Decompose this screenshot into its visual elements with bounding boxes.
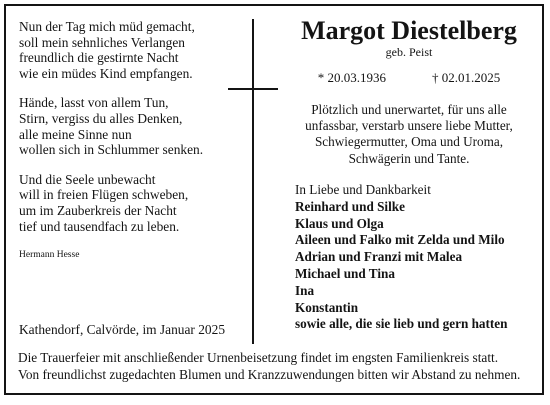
maiden-name: geb. Peist bbox=[385, 45, 433, 59]
poem-line: um im Zauberkreis der Nacht bbox=[19, 202, 177, 218]
cross-vertical-bar bbox=[252, 19, 254, 344]
poem bbox=[19, 19, 234, 264]
poem-line: will in freien Flügen schweben, bbox=[19, 187, 189, 203]
notice-line: Schwiegermutter, Oma und Uroma, bbox=[314, 134, 504, 150]
poem-line: Nun der Tag mich müd gemacht, bbox=[19, 19, 195, 34]
poem-line: Hände, lasst von allem Tun, bbox=[19, 95, 169, 111]
poem-author: Hermann Hesse bbox=[19, 250, 80, 261]
notice-line: unfassbar, verstarb unsere liebe Mutter, bbox=[305, 118, 513, 134]
cross-horizontal-bar bbox=[228, 88, 278, 90]
poem-stanza-1 bbox=[19, 19, 234, 81]
poem-line: wollen sich in Schlummer senken. bbox=[19, 142, 204, 158]
mourner-name: Konstantin bbox=[295, 299, 359, 315]
mourner-name: Michael und Tina bbox=[295, 265, 395, 281]
birth-date: * 20.03.1936 bbox=[317, 70, 386, 85]
poem-stanza-3 bbox=[19, 172, 234, 234]
obituary-card bbox=[4, 4, 544, 395]
poem-stanza-2 bbox=[19, 95, 234, 157]
mourner-name: Adrian und Franzi mit Malea bbox=[295, 249, 463, 265]
poem-line: soll mein sehnliches Verlangen bbox=[19, 34, 185, 50]
deceased-block bbox=[284, 16, 534, 167]
poem-line: alle meine Sinne nun bbox=[19, 126, 132, 142]
life-dates bbox=[284, 70, 534, 86]
notice-line: Plötzlich und unerwartet, für uns alle bbox=[311, 102, 507, 117]
mourner-name: sowie alle, die sie lieb und gern hatten bbox=[295, 316, 508, 332]
mourners-list bbox=[295, 182, 507, 333]
notice-line: Schwägerin und Tante. bbox=[348, 150, 470, 166]
poem-line: Stirn, vergiss du alles Denken, bbox=[19, 110, 183, 126]
funeral-info-line: Die Trauerfeier mit anschließender Urnenbeisetzung findet im engsten Familienkreis statt. bbox=[18, 350, 499, 365]
mourner-name: Klaus und Olga bbox=[295, 215, 384, 231]
poem-line: Und die Seele unbewacht bbox=[19, 171, 156, 187]
death-notice bbox=[284, 102, 534, 167]
funeral-info bbox=[18, 350, 540, 384]
mourner-name: Ina bbox=[295, 282, 315, 298]
poem-line: freundlich die gestirnte Nacht bbox=[19, 50, 179, 66]
death-date: † 02.01.2025 bbox=[432, 70, 501, 85]
funeral-info-line: Von freundlichst zugedachten Blumen und Kranzzuwendungen bitten wir Abstand zu nehmen. bbox=[18, 366, 521, 382]
deceased-name: Margot Diestelberg bbox=[301, 16, 517, 45]
place-date: Kathendorf, Calvörde, im Januar 2025 bbox=[19, 322, 226, 337]
poem-line: tief und tausendfach zu leben. bbox=[19, 218, 180, 234]
mourner-name: Reinhard und Silke bbox=[295, 198, 405, 214]
poem-line: wie ein müdes Kind empfangen. bbox=[19, 65, 193, 81]
mourners-intro: In Liebe und Dankbarkeit bbox=[295, 182, 431, 197]
mourner-name: Aileen und Falko mit Zelda und Milo bbox=[295, 232, 505, 248]
